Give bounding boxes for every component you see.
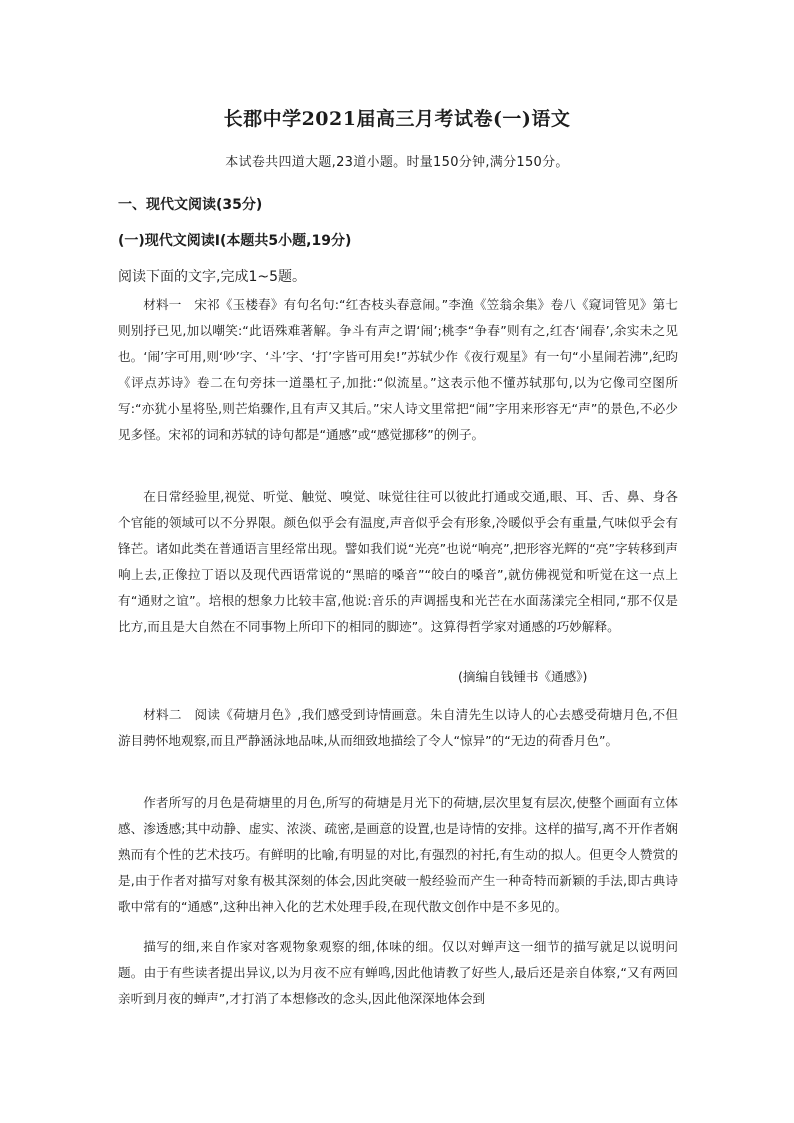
material-two-paragraph-1: 材料二 阅读《荷塘月色》,我们感受到诗情画意。朱自清先生以诗人的心去感受荷塘月色,不但游目骋怀地观察,而且严静涵泳地品味,从而细致地描绘了令人“惊异”的“无边的荷香月色”。 xyxy=(118,707,678,748)
reading-instruction: 阅读下面的文字,完成1~5题。 xyxy=(118,269,306,285)
material-two-paragraph-2: 作者所写的月色是荷塘里的月色,所写的荷塘是月光下的荷塘,层次里复有层次,使整个画面有立体感、渗透感;其中动静、虚实、浓淡、疏密,是画意的设置,也是诗情的安排。这样的描写,离不开作者娴熟而有个性的艺术技巧。有鲜明的比喻,有明显的对比,有强烈的衬托,有生动的拟人。但更令人赞赏的是,由于作者对描写对象有极其深刻的体会,因此突破一般经验而产生一种奇特而新颖的手法,即古典诗歌中常有的“通感”,这种出神入化的艺术处理手段,在现代散文创作中是不多见的。 xyxy=(118,795,678,914)
section-heading: 一、现代文阅读(35分) xyxy=(118,197,263,213)
material-one-paragraph-1: 材料一 宋祁《玉楼春》有句名句:“红杏枝头春意闹。”李渔《笠翁余集》卷八《窥词管见》第七则别抒已见,加以嘲笑:“此语殊难著解。争斗有声之谓‘闹’;桃李“争春”则有之,红杏‘闹春’,余实未之见也。‘闹’字可用,则‘吵’字、‘斗’字、‘打’字皆可用矣!”苏轼少作《夜行观星》有一句“小星闹若沸”,纪昀《评点苏诗》卷二在句旁抹一道墨杠子,加批:“似流星。”这表示他不懂苏轼那句,以为它像司空图所写:“亦犹小星将坠,则芒焰骤作,且有声又其后。”宋人诗文里常把“闹”字用来形容无“声”的景色,不必少见多怪。宋祁的词和苏轼的诗句都是“通感”或“感觉挪移”的例子。 xyxy=(118,297,678,442)
material-one-paragraph-2: 在日常经验里,视觉、听觉、触觉、嗅觉、味觉往往可以彼此打通或交通,眼、耳、舌、鼻、身各个官能的领域可以不分界限。颜色似乎会有温度,声音似乎会有形象,冷暖似乎会有重量,气味似乎会有锋芒。诸如此类在普通语言里经常出现。譬如我们说“光亮”也说“响亮”,把形容光辉的“亮”字转移到声响上去,正像拉丁语以及现代西语常说的“黑暗的嗓音”“皎白的嗓音”,就仿佛视觉和听觉在这一点上有“通财之谊”。培根的想象力比较丰富,他说:音乐的声调摇曳和光芒在水面荡漾完全相同,“那不仅是比方,而且是大自然在不同事物上所印下的相同的脚迹”。这算得哲学家对通感的巧妙解释。 xyxy=(118,489,678,634)
material-one-source: (摘编自钱锺书《通感》) xyxy=(458,669,588,684)
exam-info: 本试卷共四道大题,23道小题。时量150分钟,满分150分。 xyxy=(225,155,569,170)
page-title: 长郡中学2021届高三月考试卷(一)语文 xyxy=(223,108,571,130)
subsection-heading: (一)现代文阅读Ⅰ(本题共5小题,19分) xyxy=(118,233,352,249)
material-two-paragraph-3: 描写的细,来自作家对客观物象观察的细,体味的细。仅以对蝉声这一细节的描写就足以说明问题。由于有些读者提出异议,以为月夜不应有蝉鸣,因此他请教了好些人,最后还是亲自体察,“又有两回亲听到月夜的蝉声”,才打消了本想修改的念头,因此他深深地体会到 xyxy=(118,939,678,1006)
